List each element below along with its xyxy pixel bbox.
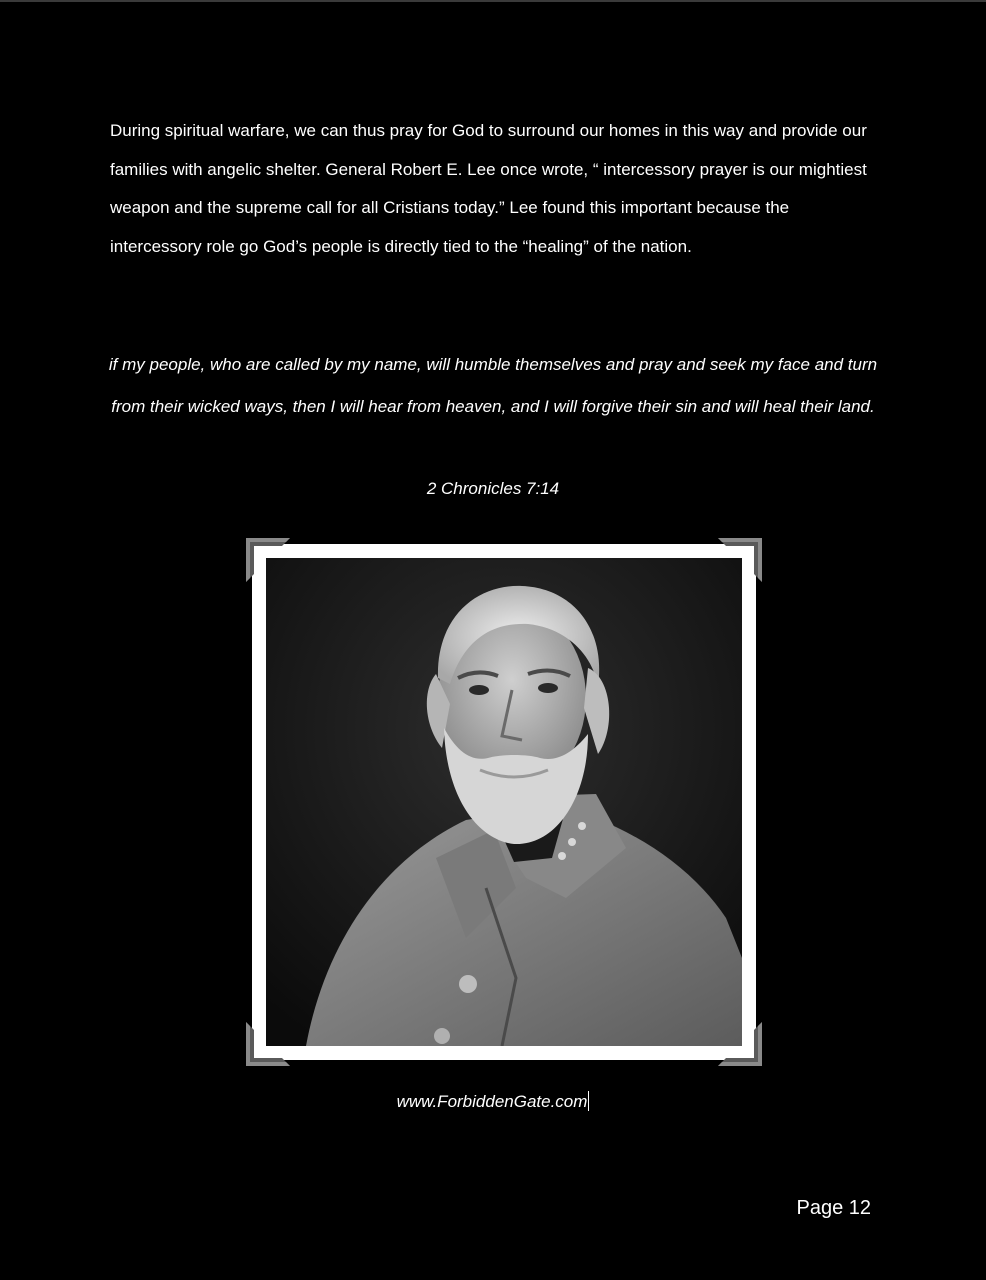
website-caption-text[interactable]: www.ForbiddenGate.com [396,1092,588,1111]
photo-corner-icon [718,538,762,582]
body-paragraph: During spiritual warfare, we can thus pray for God to surround our homes in this way and provide our families with angelic shelter. General Robert E. Lee once wrote, “ intercessory prayer is our mightiest weapon and the supreme call for all Cristians today.” Lee found this important because the intercessory role go God’s people is directly tied to the “healing” of the nation. [110,121,867,256]
portrait-photo [266,558,742,1046]
page-number: Page 12 [796,1197,871,1219]
photo-corner-icon [718,1022,762,1066]
top-rule [0,0,986,2]
scripture-citation: 2 Chronicles 7:14 [426,479,560,498]
text-cursor [588,1091,589,1111]
photo-corner-icon [246,1022,290,1066]
portrait-photo-frame [252,544,756,1060]
website-caption[interactable] [105,1088,881,1116]
photo-corner-icon [246,538,290,582]
scripture-quote: if my people, who are called by my name, will humble themselves and pray and seek my face and turn from their wicked ways, then I will hear from heaven, and I will forgive their sin and will heal their land. [108,355,878,416]
